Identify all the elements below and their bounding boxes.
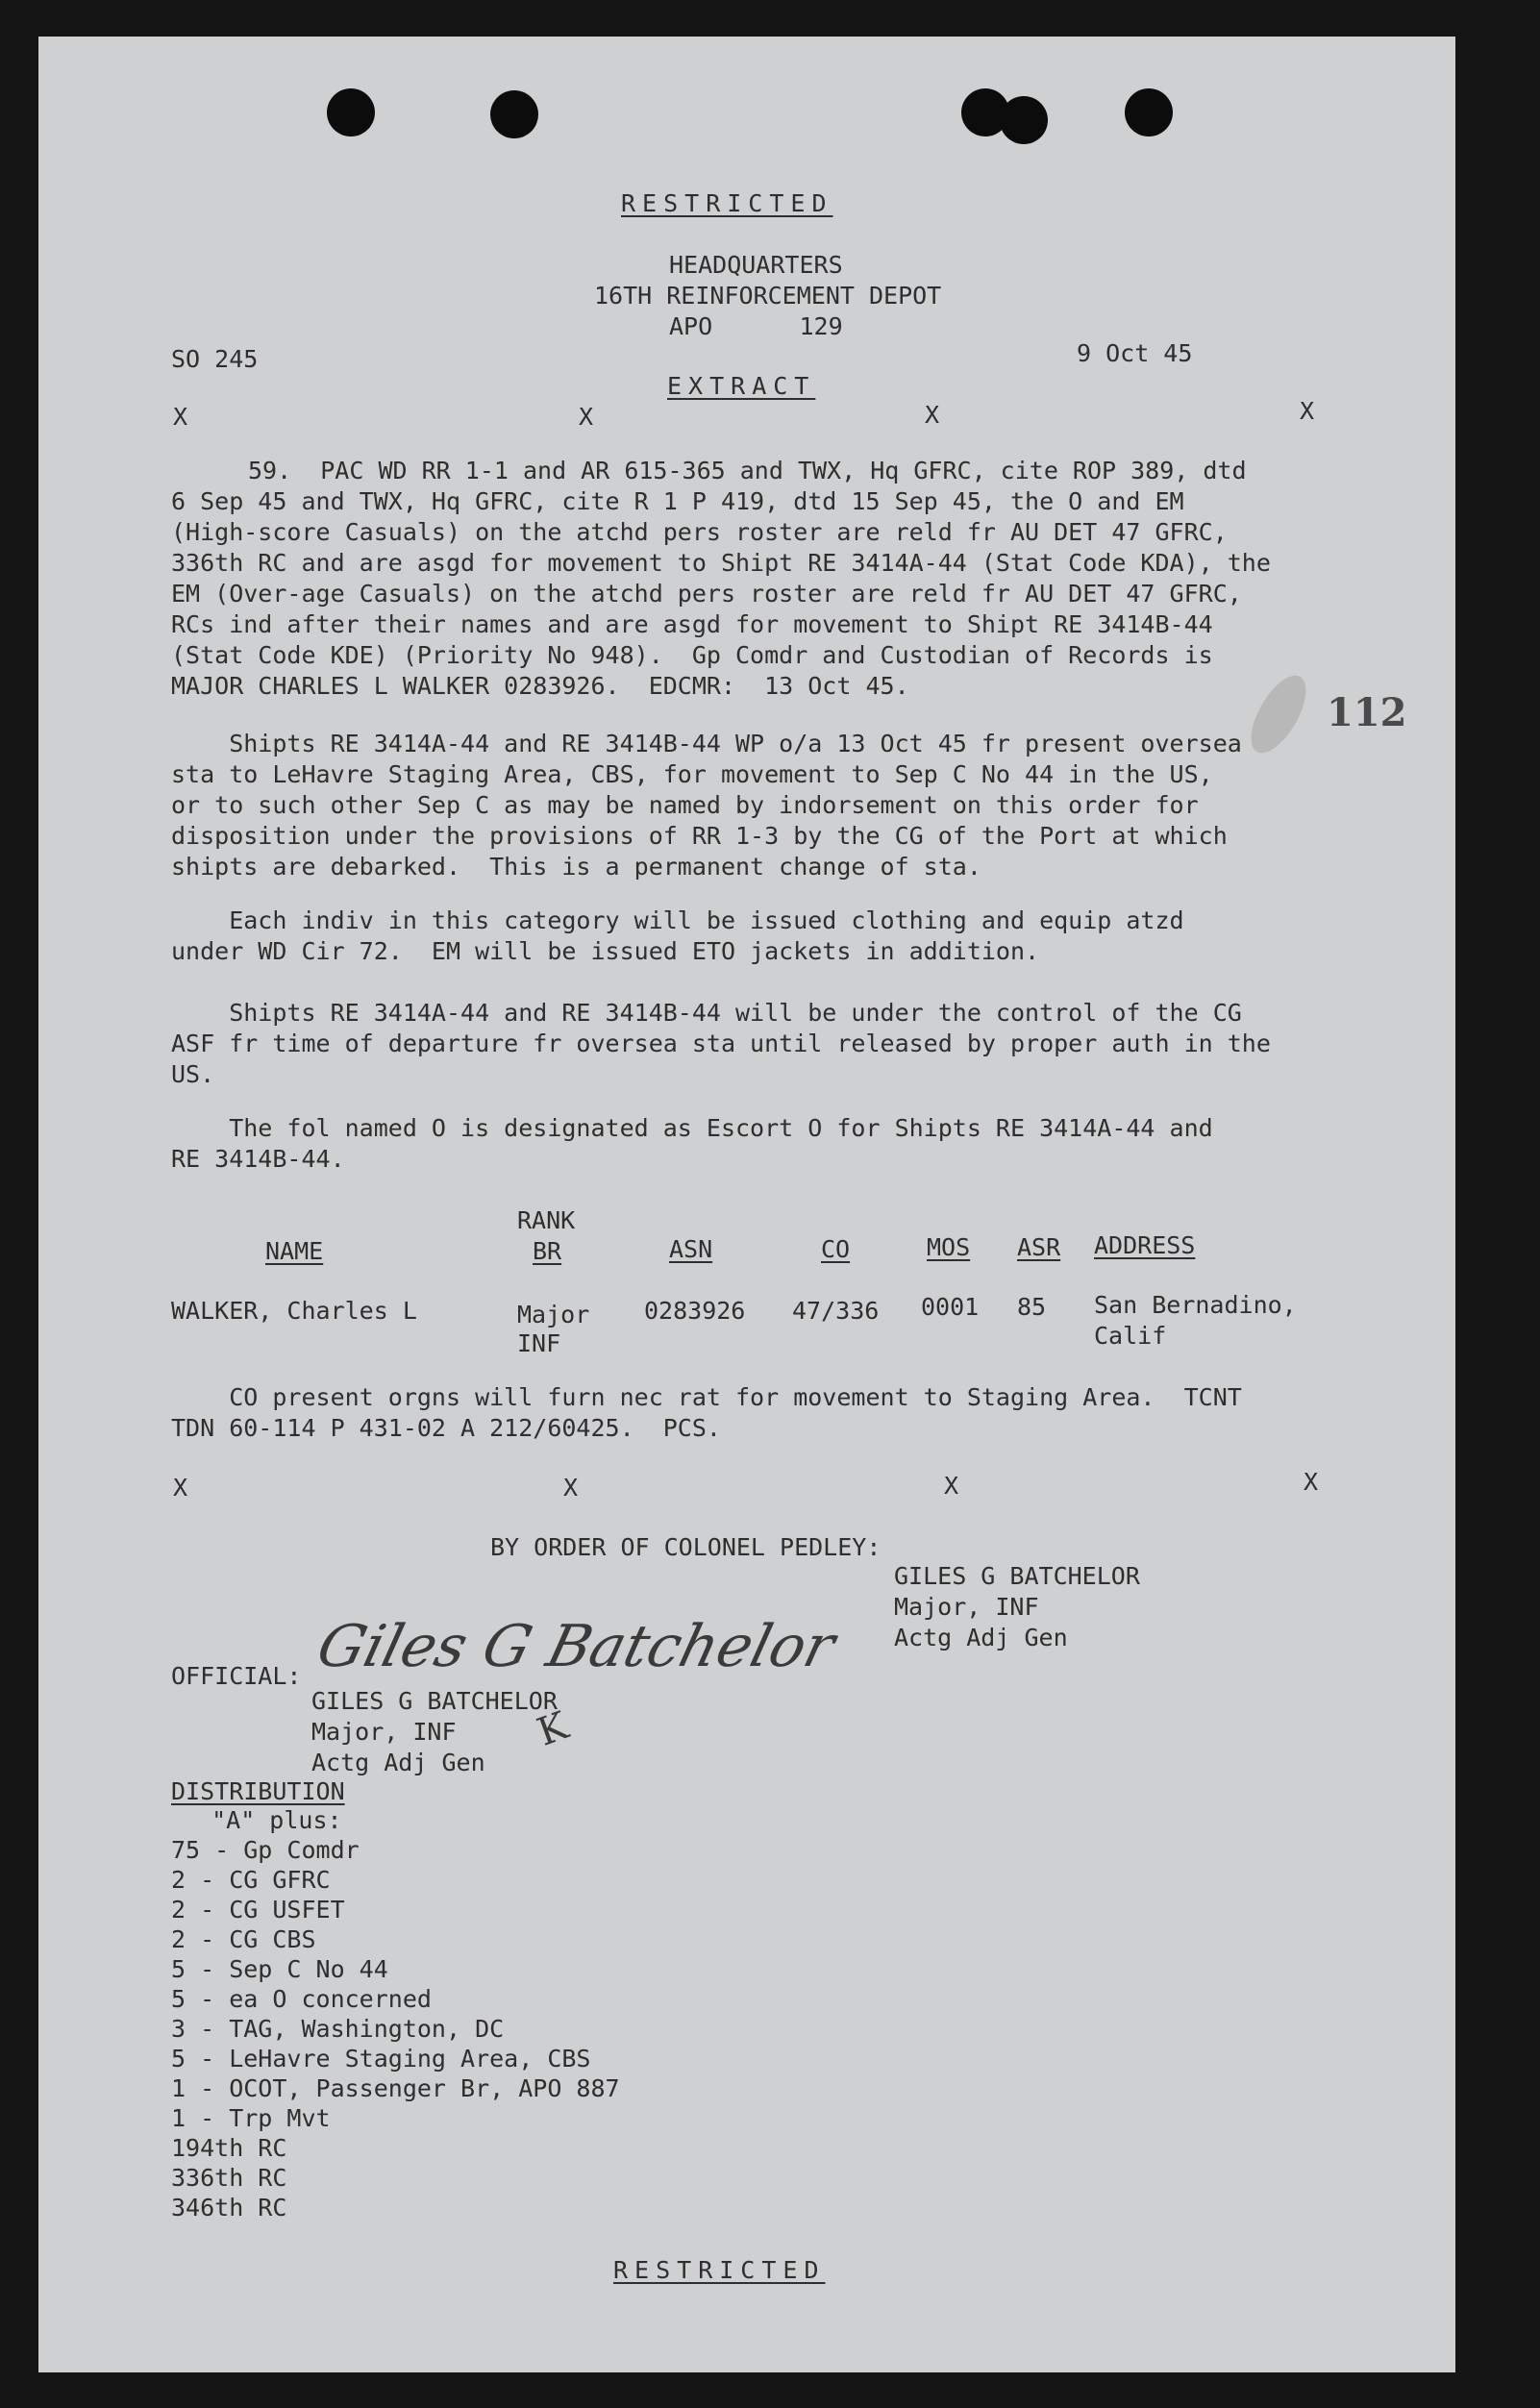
cell-name: WALKER, Charles L xyxy=(171,1297,417,1325)
paragraph-line: Shipts RE 3414A-44 and RE 3414B-44 will be under the control of the CG xyxy=(171,999,1242,1027)
column-header-asn: ASN xyxy=(669,1235,713,1263)
list-item: 2 - CG CBS xyxy=(171,1925,316,1953)
column-header-br: BR xyxy=(533,1237,562,1265)
paragraph-line: or to such other Sep C as may be named by indorsement on this order for xyxy=(171,791,1199,819)
paragraph-line: CO present orgns will furn nec rat for movement to Staging Area. TCNT xyxy=(171,1383,1242,1411)
cell-rank: Major xyxy=(517,1301,590,1328)
paragraph-line: RE 3414B-44. xyxy=(171,1145,345,1173)
paragraph-line: TDN 60-114 P 431-02 A 212/60425. PCS. xyxy=(171,1414,721,1442)
paragraph-line: (Stat Code KDE) (Priority No 948). Gp Comdr and Custodian of Records is xyxy=(171,641,1213,669)
separator-x: X xyxy=(173,1474,188,1502)
paragraph-line: shipts are debarked. This is a permanent change of sta. xyxy=(171,853,981,881)
smudge-mark xyxy=(1240,667,1317,761)
list-item: 75 - Gp Comdr xyxy=(171,1836,360,1864)
cell-address: Calif xyxy=(1094,1322,1167,1350)
separator-x: X xyxy=(563,1474,579,1502)
handwritten-initial: K xyxy=(532,1703,574,1755)
restricted-header: RESTRICTED xyxy=(621,189,833,217)
cell-mos: 0001 xyxy=(921,1293,980,1321)
handwritten-signature: Giles G Batchelor xyxy=(310,1613,842,1680)
order-date: 9 Oct 45 xyxy=(1077,339,1193,367)
punch-hole-5 xyxy=(1125,88,1173,137)
paragraph-line: ASF fr time of departure fr oversea sta until released by proper auth in the xyxy=(171,1030,1271,1057)
restricted-footer: RESTRICTED xyxy=(613,2256,826,2284)
separator-x: X xyxy=(1300,397,1315,425)
page-number: 112 xyxy=(1327,690,1407,735)
by-order-line: BY ORDER OF COLONEL PEDLEY: xyxy=(490,1533,882,1561)
paragraph-line: The fol named O is designated as Escort O for Shipts RE 3414A-44 and xyxy=(171,1114,1213,1142)
official-rank: Major, INF xyxy=(311,1718,457,1746)
list-item: 1 - OCOT, Passenger Br, APO 887 xyxy=(171,2074,620,2102)
official-label: OFFICIAL: xyxy=(171,1662,302,1690)
paragraph-line: EM (Over-age Casuals) on the atchd pers roster are reld fr AU DET 47 GFRC, xyxy=(171,580,1242,608)
cell-asn: 0283926 xyxy=(644,1297,746,1325)
paragraph-line: US. xyxy=(171,1060,215,1088)
list-item: 1 - Trp Mvt xyxy=(171,2104,331,2132)
column-header-address: ADDRESS xyxy=(1094,1231,1196,1259)
list-item: 2 - CG GFRC xyxy=(171,1866,331,1894)
cell-asr: 85 xyxy=(1017,1293,1047,1321)
paragraph-line: (High-score Casuals) on the atchd pers roster are reld fr AU DET 47 GFRC, xyxy=(171,518,1228,546)
punch-hole-2 xyxy=(490,90,538,138)
list-item: 2 - CG USFET xyxy=(171,1896,345,1924)
cell-br: INF xyxy=(517,1329,561,1357)
distribution-title: DISTRIBUTION xyxy=(171,1777,345,1805)
cell-address: San Bernadino, xyxy=(1094,1291,1297,1319)
separator-x: X xyxy=(925,401,940,429)
separator-x: X xyxy=(944,1472,959,1500)
column-header-co: CO xyxy=(821,1235,851,1263)
list-item: 336th RC xyxy=(171,2164,287,2192)
hq-line-1: HEADQUARTERS xyxy=(669,251,843,279)
special-order-number: SO 245 xyxy=(171,345,259,373)
paragraph-line: Each indiv in this category will be issued clothing and equip atzd xyxy=(171,906,1184,934)
separator-x: X xyxy=(173,403,188,431)
paragraph-line: RCs ind after their names and are asgd for movement to Shipt RE 3414B-44 xyxy=(171,610,1213,638)
separator-x: X xyxy=(579,403,594,431)
signatory-name: GILES G BATCHELOR xyxy=(894,1562,1140,1590)
column-header-name: NAME xyxy=(265,1237,324,1265)
column-header-asr: ASR xyxy=(1017,1233,1061,1261)
paragraph-line: MAJOR CHARLES L WALKER 0283926. EDCMR: 13 Oct 45. xyxy=(171,672,909,700)
paragraph-line: Shipts RE 3414A-44 and RE 3414B-44 WP o/a 13 Oct 45 fr present oversea xyxy=(171,730,1242,757)
signatory-rank: Major, INF xyxy=(894,1593,1039,1621)
column-header-mos: MOS xyxy=(927,1233,971,1261)
official-title: Actg Adj Gen xyxy=(311,1749,485,1776)
paragraph-line: disposition under the provisions of RR 1-3 by the CG of the Port at which xyxy=(171,822,1228,850)
list-item: 5 - ea O concerned xyxy=(171,1985,432,2013)
separator-x: X xyxy=(1304,1468,1319,1496)
cell-co: 47/336 xyxy=(792,1297,880,1325)
list-item: 5 - LeHavre Staging Area, CBS xyxy=(171,2045,591,2073)
official-name: GILES G BATCHELOR xyxy=(311,1687,558,1715)
column-header-rank: RANK xyxy=(517,1206,576,1234)
list-item: 5 - Sep C No 44 xyxy=(171,1955,388,1983)
paragraph-line: under WD Cir 72. EM will be issued ETO jackets in addition. xyxy=(171,937,1040,965)
paragraph-line: 59. PAC WD RR 1-1 and AR 615-365 and TWX, Hq GFRC, cite ROP 389, dtd xyxy=(248,457,1247,484)
list-item: "A" plus: xyxy=(183,1806,342,1834)
paragraph-line: 336th RC and are asgd for movement to Shipt RE 3414A-44 (Stat Code KDA), the xyxy=(171,549,1271,577)
extract-heading: EXTRACT xyxy=(667,372,816,400)
list-item: 346th RC xyxy=(171,2194,287,2222)
hq-line-2: 16TH REINFORCEMENT DEPOT xyxy=(594,282,942,310)
signatory-title: Actg Adj Gen xyxy=(894,1624,1068,1651)
paragraph-line: sta to LeHavre Staging Area, CBS, for movement to Sep C No 44 in the US, xyxy=(171,760,1213,788)
list-item: 194th RC xyxy=(171,2134,287,2162)
paragraph-line: 6 Sep 45 and TWX, Hq GFRC, cite R 1 P 419, dtd 15 Sep 45, the O and EM xyxy=(171,487,1184,515)
hq-line-3: APO 129 xyxy=(669,312,843,340)
punch-hole-1 xyxy=(327,88,375,137)
document-page xyxy=(38,37,1455,2372)
punch-hole-4 xyxy=(1000,96,1048,144)
list-item: 3 - TAG, Washington, DC xyxy=(171,2015,505,2043)
